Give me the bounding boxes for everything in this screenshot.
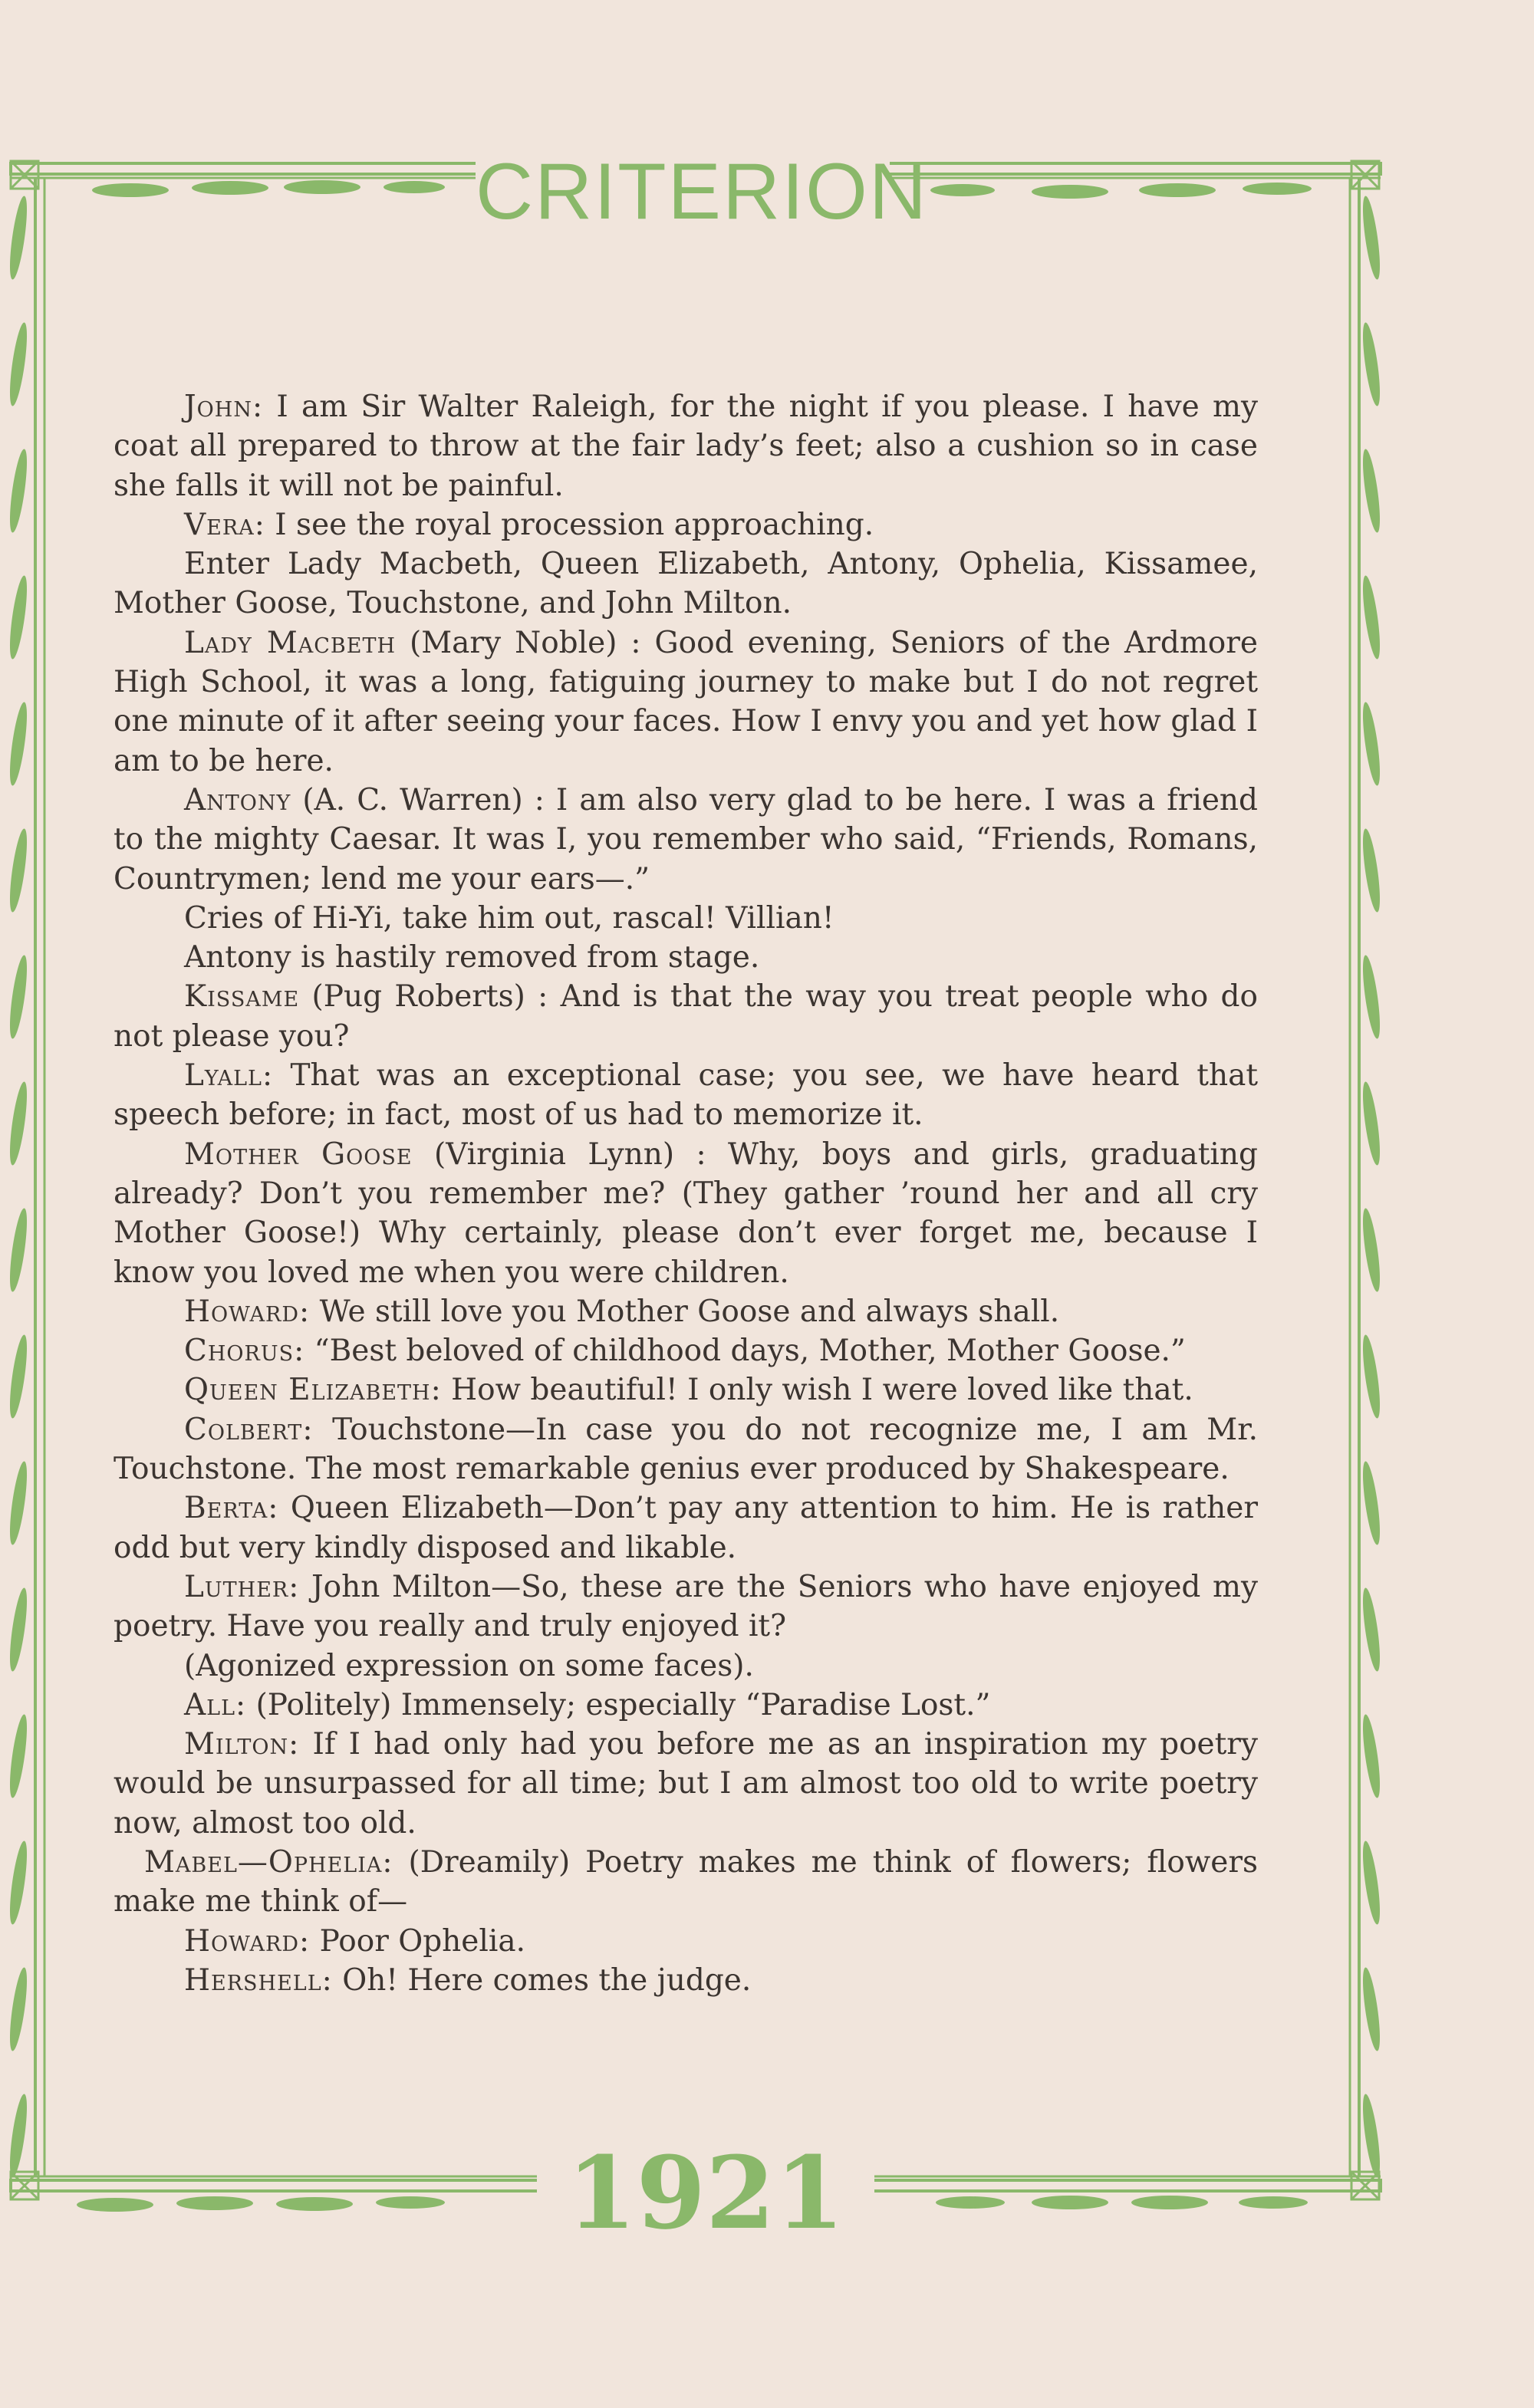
- dialogue-paragraph: [114, 1056, 1258, 1135]
- leaf-ornament: [6, 1207, 30, 1292]
- dialogue-paragraph: [114, 1961, 1258, 2000]
- speaker-name: Colbert:: [184, 1412, 314, 1447]
- dialogue-paragraph: [114, 1331, 1258, 1370]
- dialogue-text: Poor Ophelia.: [319, 1923, 525, 1959]
- dialogue-text: Enter Lady Macbeth, Queen Elizabeth, Antony, Ophelia, Kissamee, Mother Goose, Touchstone, and John Milton.: [114, 547, 1258, 621]
- dialogue-paragraph: [114, 1646, 1258, 1686]
- dialogue-text: (Mary Noble) : Good evening, Seniors of the Ardmore High School, it was a long, fatiguing journey to make but I do not regret one minute of it after seeing your faces. How I envy you and yet how glad I am to be here.: [114, 625, 1258, 778]
- dialogue-text: I am Sir Walter Raleigh, for the night if you please. I have my coat all prepared to throw at the fair lady’s feet; also a cushion so in case she falls it will not be painful.: [114, 390, 1258, 503]
- dialogue-paragraph: [114, 1370, 1258, 1410]
- dialogue-paragraph: [114, 1843, 1258, 1922]
- speaker-name: Howard:: [184, 1294, 311, 1329]
- leaf-ornament: [6, 827, 30, 913]
- leaf-ornament: [6, 954, 30, 1039]
- dialogue-paragraph: [114, 544, 1258, 623]
- dialogue-text: How beautiful! I only wish I were loved like that.: [451, 1373, 1193, 1408]
- leaf-ornament: [1359, 1587, 1383, 1672]
- dialogue-text: I see the royal procession approaching.: [275, 507, 874, 542]
- leaf-ornament: [1359, 1334, 1383, 1419]
- dialogue-text: (A. C. Warren) : I am also very glad to be here. I was a friend to the mighty Caesar. It was I, you remember who said, “Friends, Romans, Countrymen; lend me your ears—.”: [114, 782, 1258, 896]
- page-footer-year: 1921: [537, 2136, 874, 2251]
- dialogue-text: We still love you Mother Goose and always shall.: [319, 1294, 1060, 1329]
- speaker-name: All:: [184, 1687, 247, 1722]
- speaker-name: Vera:: [184, 507, 265, 542]
- leaf-ornament: [6, 448, 30, 533]
- dialogue-paragraph: [114, 1292, 1258, 1331]
- dialogue-text: (Pug Roberts) : And is that the way you treat people who do not please you?: [114, 979, 1258, 1054]
- leaf-ornament: [6, 1713, 30, 1798]
- dialogue-paragraph: [114, 977, 1258, 1056]
- dialogue-text: (Virginia Lynn) : Why, boys and girls, graduating already? Don’t you remember me? (They gather ’round her and all cry Mother Goose!) Why certainly, please don’t ever forget me, because I know you loved me when you were children.: [114, 1137, 1258, 1290]
- speaker-name: Lady Macbeth: [184, 625, 397, 660]
- leaf-ornament: [1359, 1207, 1383, 1292]
- speaker-name: Lyall:: [184, 1058, 274, 1094]
- dialogue-text: Cries of Hi-Yi, take him out, rascal! Villian!: [184, 900, 834, 936]
- leaf-ornament: [6, 1966, 30, 2051]
- leaf-ornament: [1359, 574, 1383, 660]
- leaf-ornament: [1359, 954, 1383, 1039]
- dialogue-paragraph: [114, 1410, 1258, 1489]
- dialogue-text: (Politely) Immensely; especially “Paradise Lost.”: [255, 1687, 991, 1722]
- speaker-name: Mabel—Ophelia:: [144, 1844, 393, 1880]
- leaf-ornament: [6, 1081, 30, 1166]
- dialogue-text: Touchstone—In case you do not recognize me, I am Mr. Touchstone. The most remarkable genius ever produced by Shakespeare.: [114, 1412, 1258, 1487]
- dialogue-paragraph: [114, 1922, 1258, 1961]
- play-script-text: [114, 387, 1258, 2074]
- leaf-ornament: [6, 1334, 30, 1419]
- leaf-ornament: [1359, 1966, 1383, 2051]
- speaker-name: Luther:: [184, 1569, 300, 1604]
- speaker-name: Queen Elizabeth:: [184, 1373, 442, 1408]
- speaker-name: Chorus:: [184, 1334, 305, 1369]
- leaf-ornament: [1359, 448, 1383, 533]
- page-header-title: CRITERION: [476, 147, 928, 236]
- dialogue-paragraph: [114, 1489, 1258, 1568]
- leaf-ornament: [6, 1460, 30, 1545]
- dialogue-paragraph: [114, 899, 1258, 938]
- speaker-name: Hershell:: [184, 1962, 333, 1998]
- leaf-ornament: [6, 574, 30, 660]
- dialogue-text: (Agonized expression on some faces).: [184, 1648, 754, 1683]
- dialogue-paragraph: [114, 1135, 1258, 1292]
- speaker-name: Milton:: [184, 1727, 300, 1762]
- dialogue-paragraph: [114, 623, 1258, 781]
- dialogue-text: John Milton—So, these are the Seniors who have enjoyed my poetry. Have you really and truly enjoyed it?: [114, 1569, 1258, 1644]
- leaf-ornament: [1359, 2093, 1383, 2178]
- speaker-name: Mother Goose: [184, 1137, 413, 1172]
- dialogue-paragraph: [114, 938, 1258, 977]
- dialogue-paragraph: [114, 1568, 1258, 1646]
- dialogue-paragraph: [114, 387, 1258, 505]
- speaker-name: Howard:: [184, 1923, 311, 1959]
- speaker-name: Berta:: [184, 1491, 279, 1526]
- leaf-ornament: [1359, 1713, 1383, 1798]
- leaf-ornament: [1359, 1460, 1383, 1545]
- dialogue-paragraph: [114, 1686, 1258, 1725]
- dialogue-paragraph: [114, 781, 1258, 899]
- leaf-ornament: [1359, 321, 1383, 406]
- leaf-ornament: [6, 2093, 30, 2178]
- leaf-ornament: [6, 321, 30, 406]
- dialogue-text: “Best beloved of childhood days, Mother, Mother Goose.”: [314, 1334, 1186, 1369]
- dialogue-text: Oh! Here comes the judge.: [342, 1962, 752, 1998]
- leaf-ornament: [6, 1840, 30, 1925]
- dialogue-paragraph: [114, 1725, 1258, 1843]
- leaf-ornament: [1359, 1081, 1383, 1166]
- leaf-ornament: [1359, 827, 1383, 913]
- leaf-ornament: [6, 701, 30, 786]
- dialogue-text: If I had only had you before me as an inspiration my poetry would be unsurpassed for all time; but I am almost too old to write poetry now, almost too old.: [114, 1727, 1258, 1841]
- speaker-name: Kissame: [184, 979, 300, 1015]
- leaf-ornament: [6, 1587, 30, 1672]
- dialogue-paragraph: [114, 505, 1258, 544]
- leaf-ornament: [1359, 195, 1383, 280]
- leaf-ornament: [6, 195, 30, 280]
- leaf-ornament: [1359, 701, 1383, 786]
- dialogue-text: Antony is hastily removed from stage.: [184, 940, 760, 975]
- speaker-name: John:: [184, 390, 264, 424]
- dialogue-text: That was an exceptional case; you see, we have heard that speech before; in fact, most of us had to memorize it.: [114, 1058, 1258, 1133]
- dialogue-text: Queen Elizabeth—Don’t pay any attention to him. He is rather odd but very kindly disposed and likable.: [114, 1491, 1258, 1565]
- leaf-ornament: [1359, 1840, 1383, 1925]
- dialogue-text: (Dreamily) Poetry makes me think of flowers; flowers make me think of—: [114, 1844, 1258, 1919]
- speaker-name: Antony: [184, 782, 291, 817]
